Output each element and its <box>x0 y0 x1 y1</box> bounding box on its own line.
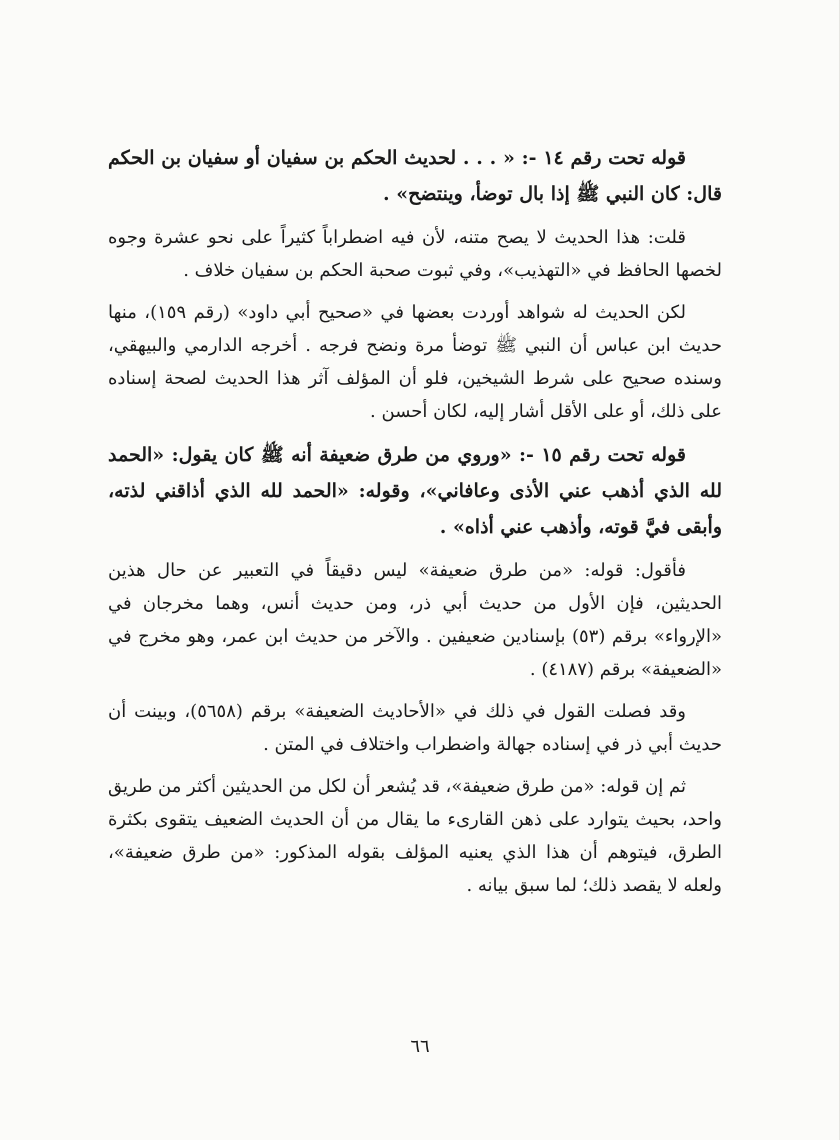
quote-paragraph: قوله تحت رقم ١٥ -: «وروي من طرق ضعيفة أنه ﷺ كان يقول: «الحمد لله الذي أذهب عني الأذى وعافاني»، وقوله: «الحمد لله الذي أذاقني لذته، وأبقى فيَّ قوته، وأذهب عني أذاه» . <box>108 444 722 538</box>
comment-paragraph: وقد فصلت القول في ذلك في «الأحاديث الضعيفة» برقم (٥٦٥٨)، وبينت أن حديث أبي ذر في إسناده جهالة واضطراب واختلاف في المتن . <box>108 701 722 755</box>
comment-paragraph: قلت: هذا الحديث لا يصح متنه، لأن فيه اضطراباً كثيراً على نحو عشرة وجوه لخصها الحافظ في «التهذيب»، وفي ثبوت صحبة الحكم بن سفيان خلاف . <box>108 227 722 281</box>
comment-paragraph: لكن الحديث له شواهد أوردت بعضها في «صحيح أبي داود» (رقم ١٥٩)، منها حديث ابن عباس أن النبي ﷺ توضأ مرة ونضح فرجه . أخرجه الدارمي والبيهقي، وسنده صحيح على شرط الشيخين، فلو أن المؤلف آثر هذا الحديث لصحة إسناده على ذلك، أو على الأقل أشار إليه، لكان أحسن . <box>108 302 722 422</box>
quote-paragraph: قوله تحت رقم ١٤ -: « . . . لحديث الحكم بن سفيان أو سفيان بن الحكم قال: كان النبي ﷺ إذا بال توضأ، وينتضح» . <box>108 147 722 205</box>
text-block <box>108 140 722 902</box>
comment-paragraph: ثم إن قوله: «من طرق ضعيفة»، قد يُشعر أن لكل من الحديثين أكثر من طريق واحد، بحيث يتوارد على ذهن القارىء ما يقال من أن الحديث الضعيف يتقوى بكثرة الطرق، فيتوهم أن هذا الذي يعنيه المؤلف بقوله المذكور: «من طرق ضعيفة»، ولعله لا يقصد ذلك؛ لما سبق بيانه . <box>107 776 722 896</box>
comment-paragraph: فأقول: قوله: «من طرق ضعيفة» ليس دقيقاً في التعبير عن حال هذين الحديثين، فإن الأول من حديث أبي ذر، ومن حديث أنس، وهما مخرجان في «الإرواء» برقم (٥٣) بإسنادين ضعيفين . والآخر من حديث ابن عمر، وهو مخرج في «الضعيفة» برقم (٤١٨٧) . <box>108 560 722 680</box>
page-number: ٦٦ <box>410 1036 430 1057</box>
